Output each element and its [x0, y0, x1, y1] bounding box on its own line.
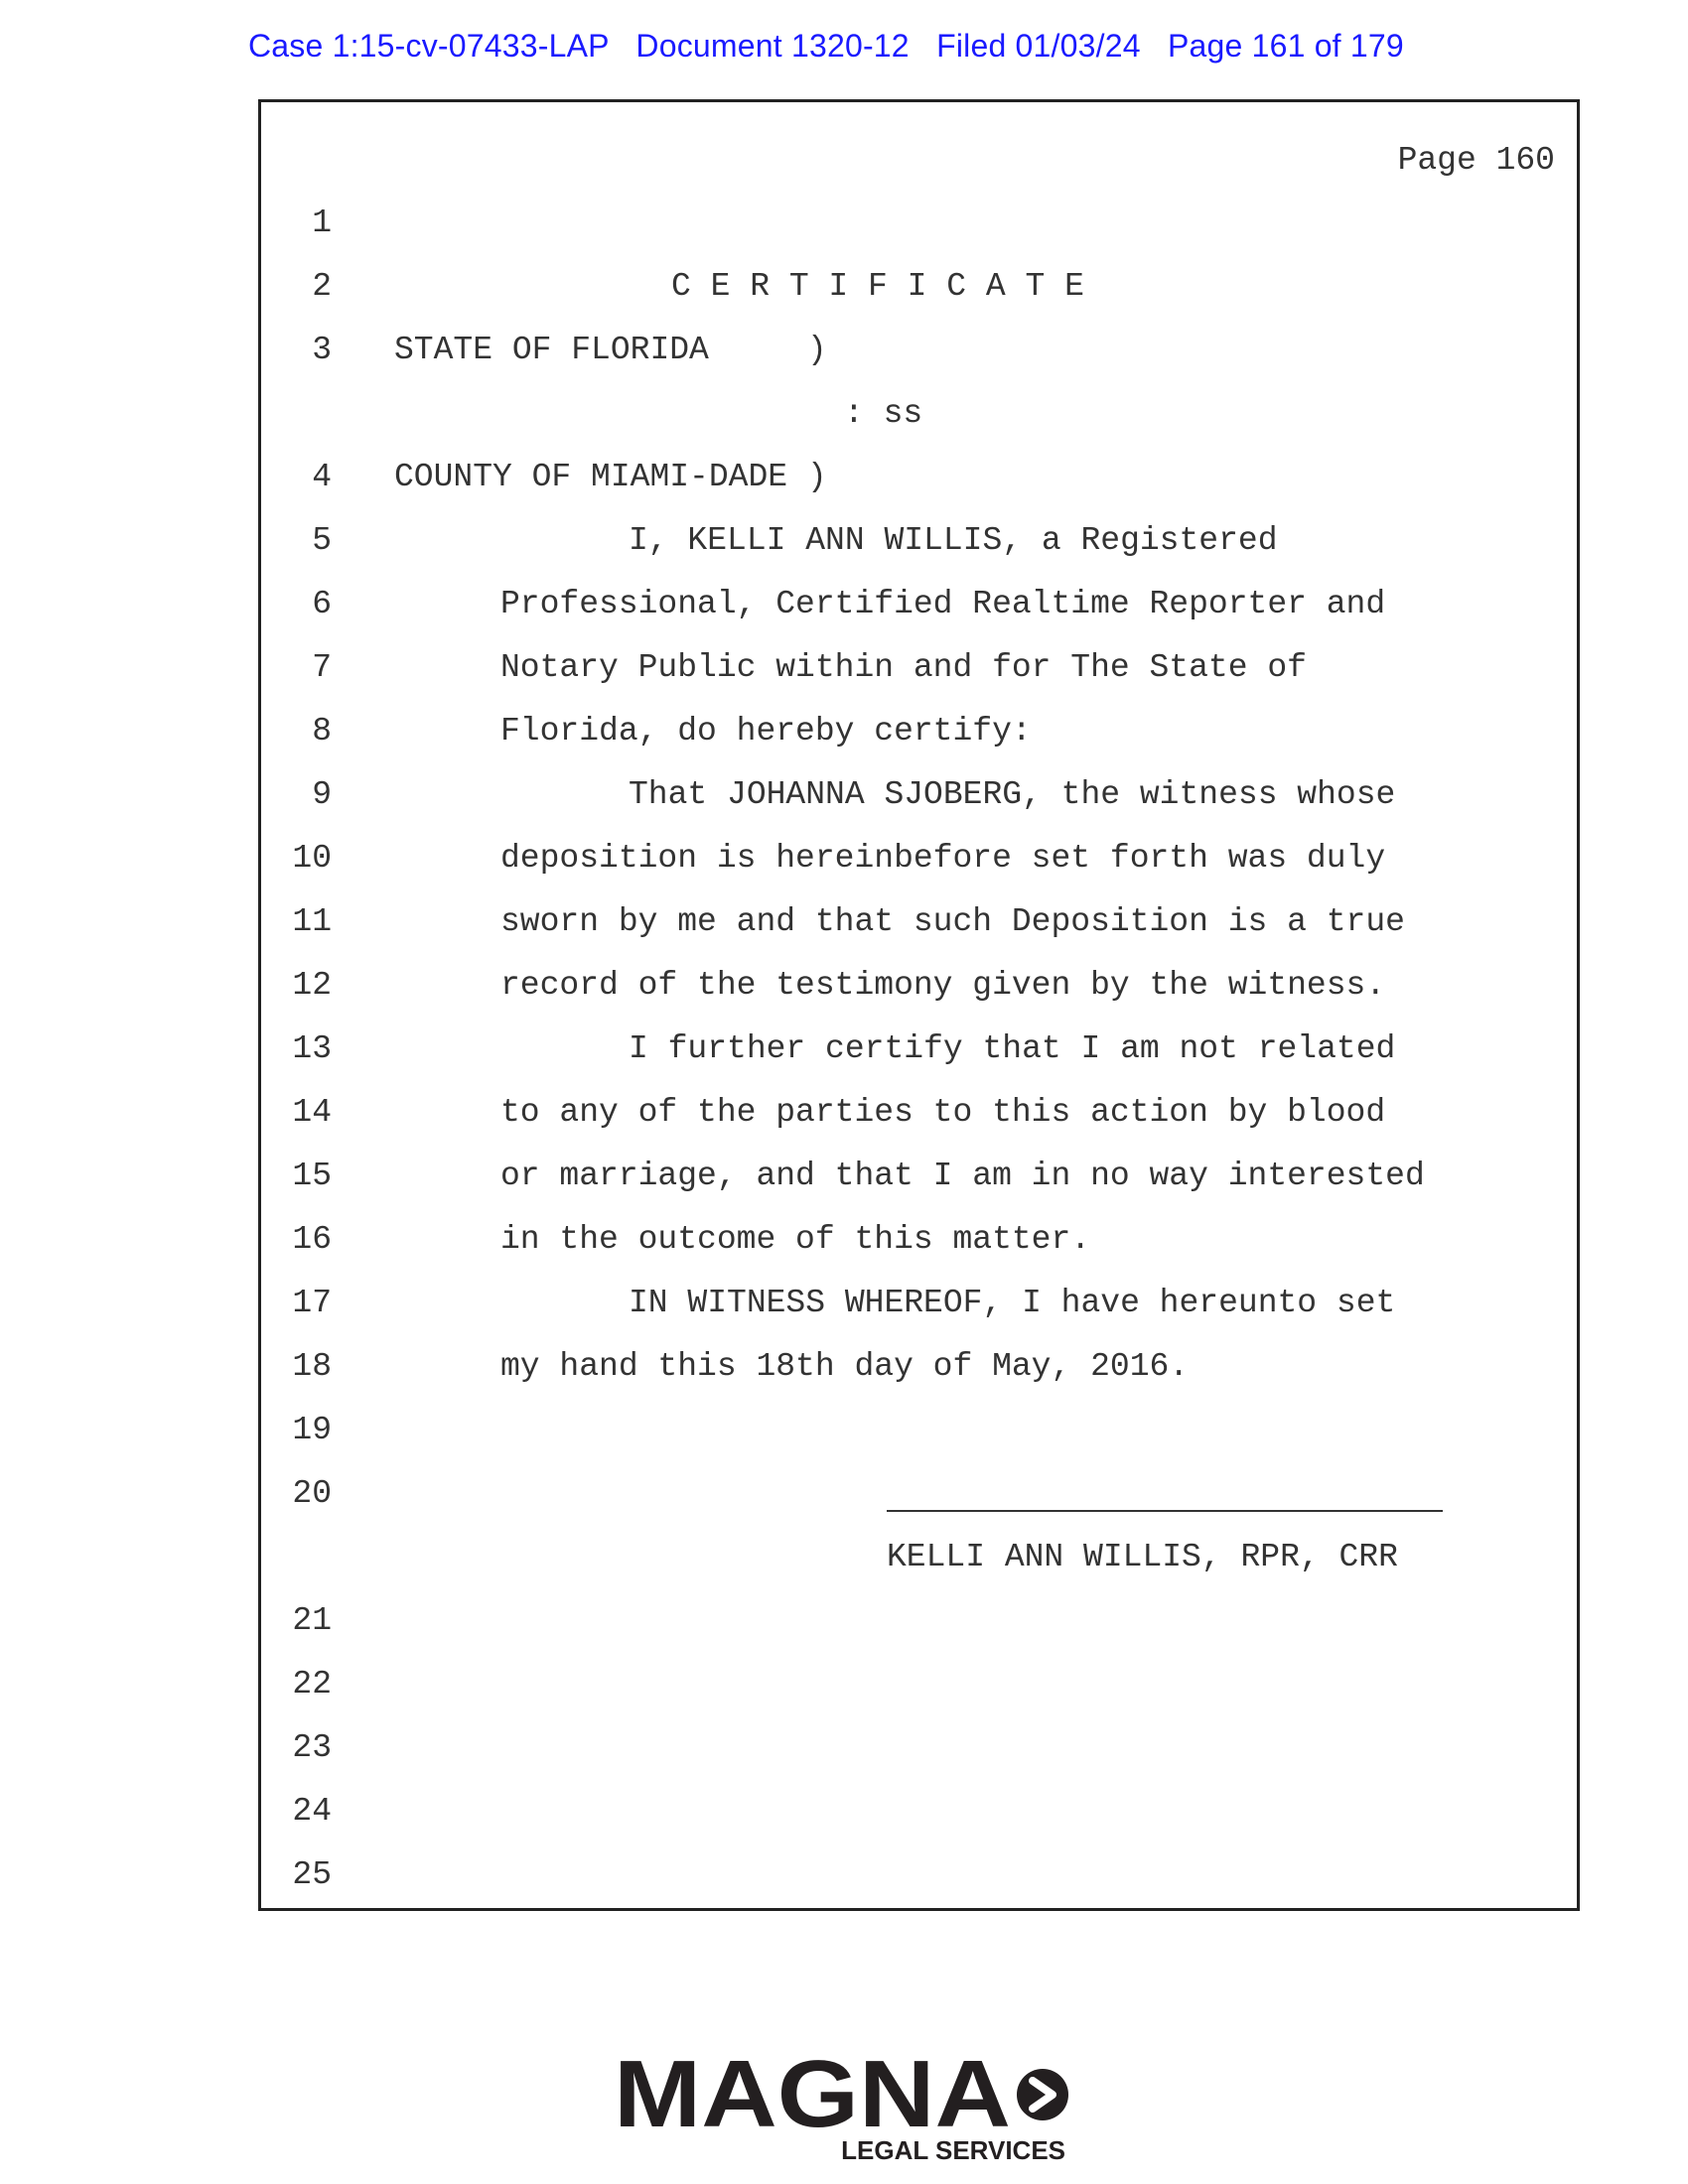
line-text: in the outcome of this matter.: [500, 1221, 1091, 1258]
transcript-line: [261, 776, 1577, 816]
line-number: 3: [312, 332, 332, 368]
line-text: IN WITNESS WHEREOF, I have hereunto set: [629, 1285, 1396, 1321]
magna-logo: [614, 2045, 1070, 2164]
transcript-line: [261, 649, 1577, 689]
line-number: 1: [312, 205, 332, 241]
transcript-line: [261, 903, 1577, 943]
line-number: 16: [292, 1221, 332, 1258]
line-text: Notary Public within and for The State of: [500, 649, 1307, 686]
transcript-line: [261, 586, 1577, 625]
transcript-line: [261, 205, 1577, 244]
line-text: or marriage, and that I am in no way interested: [500, 1158, 1425, 1194]
transcript-line: [261, 1158, 1577, 1197]
line-number: 8: [312, 713, 332, 750]
page-count: Page 161 of 179: [1167, 28, 1404, 64]
line-number: 4: [312, 459, 332, 495]
line-text: my hand this 18th day of May, 2016.: [500, 1348, 1190, 1385]
transcript-line: [261, 1539, 1577, 1578]
transcript-line: [261, 1285, 1577, 1324]
line-number: 13: [292, 1030, 332, 1067]
transcript-page-number: Page 160: [1397, 142, 1555, 179]
line-number: 20: [292, 1475, 332, 1512]
case-header: [248, 28, 1404, 65]
transcript-line: [261, 840, 1577, 880]
transcript-line: [261, 967, 1577, 1007]
line-text: to any of the parties to this action by blood: [500, 1094, 1386, 1131]
reporter-signature-name: KELLI ANN WILLIS, RPR, CRR: [887, 1539, 1398, 1575]
line-number: 9: [312, 776, 332, 813]
logo-subtitle: LEGAL SERVICES: [841, 2135, 1065, 2164]
line-number: 25: [292, 1856, 332, 1893]
transcript-line: [261, 1348, 1577, 1388]
line-text: I further certify that I am not related: [629, 1030, 1396, 1067]
line-text: Florida, do hereby certify:: [500, 713, 1032, 750]
line-number: 18: [292, 1348, 332, 1385]
transcript-page: [258, 99, 1580, 1911]
line-text: : ss: [844, 395, 923, 432]
line-number: 14: [292, 1094, 332, 1131]
line-text: STATE OF FLORIDA ): [394, 332, 827, 368]
transcript-line: [261, 1666, 1577, 1706]
transcript-line: [261, 459, 1577, 498]
transcript-line: [261, 1793, 1577, 1833]
line-number: 15: [292, 1158, 332, 1194]
case-number: Case 1:15-cv-07433-LAP: [248, 28, 610, 64]
transcript-line: [261, 1094, 1577, 1134]
line-number: 10: [292, 840, 332, 877]
line-text: Professional, Certified Realtime Reporter and: [500, 586, 1386, 622]
line-number: 11: [292, 903, 332, 940]
line-number: 19: [292, 1412, 332, 1448]
line-text: That JOHANNA SJOBERG, the witness whose: [629, 776, 1396, 813]
certificate-title: C E R T I F I C A T E: [671, 268, 1084, 305]
transcript-line: [261, 1030, 1577, 1070]
transcript-line: [261, 522, 1577, 562]
line-number: 6: [312, 586, 332, 622]
line-number: 17: [292, 1285, 332, 1321]
transcript-line: [261, 1856, 1577, 1896]
chevron-right-icon: [1017, 2069, 1068, 2120]
transcript-line: [261, 1412, 1577, 1451]
line-number: 23: [292, 1729, 332, 1766]
transcript-line: [261, 1729, 1577, 1769]
transcript-line: [261, 268, 1577, 308]
line-text: record of the testimony given by the witness.: [500, 967, 1386, 1004]
line-number: 12: [292, 967, 332, 1004]
filed-date: Filed 01/03/24: [936, 28, 1141, 64]
line-number: 7: [312, 649, 332, 686]
transcript-line: [261, 1475, 1577, 1515]
line-number: 22: [292, 1666, 332, 1703]
line-text: sworn by me and that such Deposition is a true: [500, 903, 1405, 940]
line-number: 5: [312, 522, 332, 559]
line-text: deposition is hereinbefore set forth was duly: [500, 840, 1386, 877]
line-number: 24: [292, 1793, 332, 1830]
logo-brand: MAGNA: [614, 2045, 1011, 2147]
transcript-line: [261, 713, 1577, 752]
line-number: 21: [292, 1602, 332, 1639]
line-text: I, KELLI ANN WILLIS, a Registered: [629, 522, 1278, 559]
document-number: Document 1320-12: [635, 28, 910, 64]
signature-line: [887, 1510, 1443, 1512]
line-number: 2: [312, 268, 332, 305]
transcript-line: [261, 1221, 1577, 1261]
line-text: COUNTY OF MIAMI-DADE ): [394, 459, 827, 495]
transcript-line: [261, 1602, 1577, 1642]
transcript-line: [261, 332, 1577, 371]
transcript-line: [261, 395, 1577, 435]
